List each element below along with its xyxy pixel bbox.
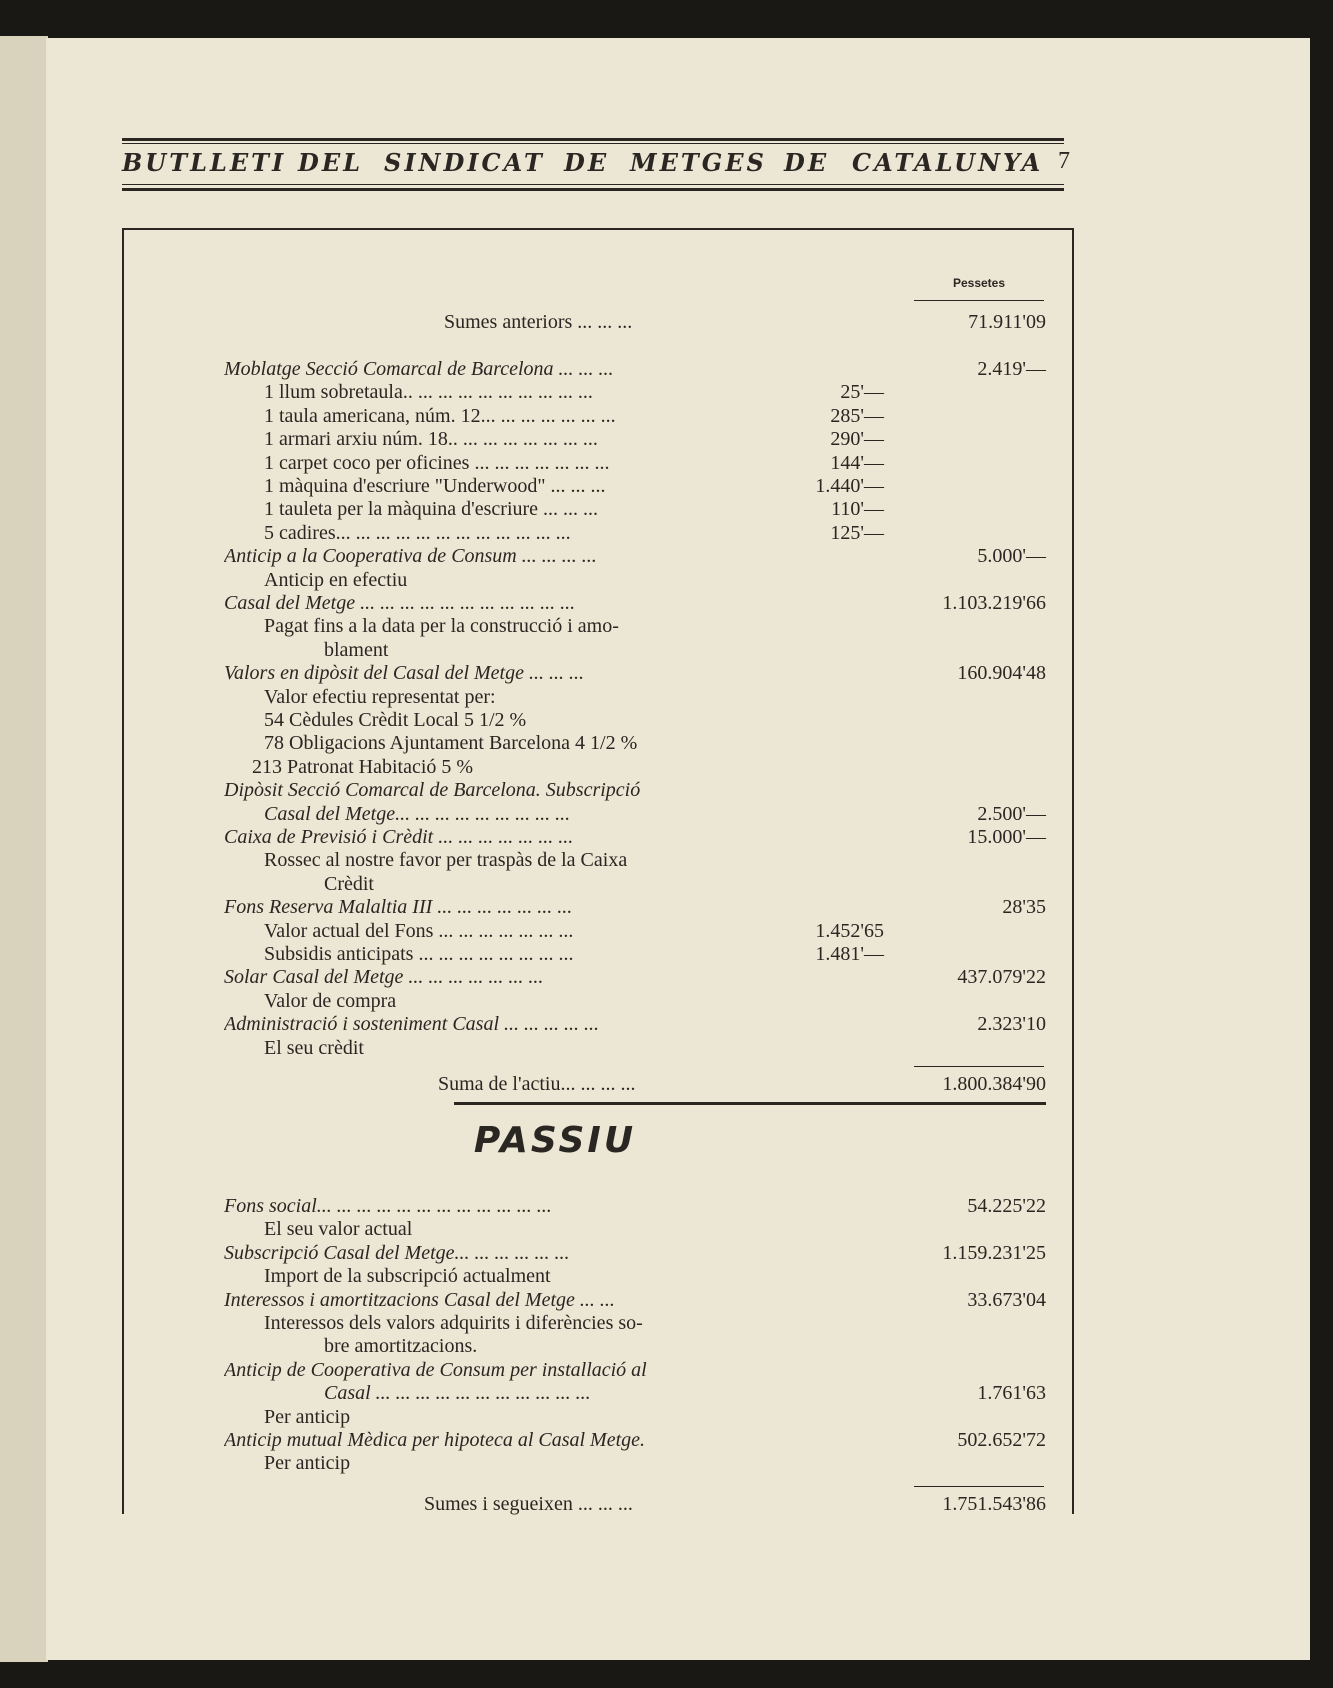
table-row: [124, 1036, 1072, 1060]
row-description: Casal del Metge ... ... ... ... ... ... ... ... ... ... ...: [224, 592, 576, 614]
table-row: [124, 919, 1072, 943]
row-detail-amount: 290'—: [830, 428, 884, 451]
row-description: Anticip mutual Mèdica per hipoteca al Casal Metge.: [224, 1429, 646, 1451]
table-row: [124, 755, 1072, 779]
header-rule-bottom: [122, 188, 1064, 191]
actiu-closing-rule: [454, 1102, 1046, 1105]
row-description: Anticip de Cooperativa de Consum per installació al: [224, 1358, 647, 1381]
row-description: Casal del Metge... ... ... ... ... ... ... ... ...: [264, 802, 571, 825]
row-description: 54 Cèdules Crèdit Local 5 1/2 %: [264, 709, 527, 731]
segueixen-rule: [914, 1486, 1044, 1487]
row-total-amount: 2.500'—: [977, 802, 1046, 825]
row-description: Dipòsit Secció Comarcal de Barcelona. Subscripció: [224, 779, 641, 802]
table-row: [124, 521, 1072, 545]
row-detail-amount: 25'—: [840, 381, 884, 404]
row-total-amount: 502.652'72: [957, 1429, 1046, 1451]
table-row: [124, 568, 1072, 592]
page-left-edge: [0, 36, 48, 1662]
table-row: [124, 661, 1072, 685]
row-description: 1 llum sobretaula.. ... ... ... ... ... ... ... ... ...: [264, 381, 593, 404]
table-row: [124, 802, 1072, 826]
table-row: [124, 544, 1072, 568]
row-description: El seu crèdit: [264, 1036, 364, 1059]
row-detail-amount: 1.440'—: [815, 475, 884, 497]
row-description: Interessos dels valors adquirits i diferències so-: [264, 1312, 643, 1334]
row-description: Administració i sosteniment Casal ... ... ... ... ...: [224, 1013, 599, 1036]
title-word: BUTLLETI: [122, 148, 287, 177]
total-rule: [914, 1066, 1044, 1067]
suma-actiu-value: 1.800.384'90: [942, 1073, 1046, 1095]
row-description: Valor actual del Fons ... ... ... ... ... ... ...: [264, 919, 574, 942]
table-row: [124, 638, 1072, 662]
table-row: [124, 825, 1072, 849]
row-description: El seu valor actual: [264, 1218, 413, 1241]
table-row: [124, 451, 1072, 475]
row-description: Pagat fins a la data per la construcció i amo-: [264, 615, 619, 638]
row-description: 1 màquina d'escriure "Underwood" ... ... ...: [264, 475, 606, 497]
table-row: [124, 1428, 1072, 1452]
table-row: [124, 895, 1072, 919]
title-word: METGES: [630, 148, 767, 177]
suma-actiu-label: Suma de l'actiu... ... ... ...: [438, 1073, 636, 1095]
table-row: [124, 614, 1072, 638]
table-row: [124, 1288, 1072, 1312]
table-row: [124, 848, 1072, 872]
row-description: Anticip en efectiu: [264, 568, 408, 591]
title-word: CATALUNYA: [852, 148, 1044, 177]
row-description: Anticip a la Cooperativa de Consum ... ... ... ...: [224, 545, 597, 568]
row-total-amount: 5.000'—: [977, 545, 1046, 568]
table-row: [124, 1381, 1072, 1405]
column-header-pessetes: Pessetes: [952, 276, 1006, 290]
table-row: [124, 404, 1072, 428]
row-description: Valors en dipòsit del Casal del Metge ... ... ...: [224, 662, 584, 685]
row-total-amount: 28'35: [1002, 896, 1046, 919]
header-rule-bottom-thin: [122, 184, 1064, 185]
row-detail-amount: 1.481'—: [815, 943, 884, 965]
row-description: Valor efectiu representat per:: [264, 685, 496, 708]
row-description: Subsidis anticipats ... ... ... ... ... ... ... ...: [264, 943, 574, 965]
row-description: 1 armari arxiu núm. 18.. ... ... ... ... ... ... ...: [264, 428, 598, 451]
table-row: [124, 989, 1072, 1013]
row-description: Per anticip: [264, 1452, 351, 1475]
sumes-anteriors-row: [124, 310, 1072, 334]
table-row: [124, 942, 1072, 966]
table-row: [124, 1451, 1072, 1475]
page-number: 7: [1058, 148, 1070, 174]
row-description: 213 Patronat Habitació 5 %: [252, 755, 474, 778]
table-row: [124, 357, 1072, 381]
table-row: [124, 474, 1072, 498]
row-detail-amount: 1.452'65: [815, 919, 884, 942]
row-total-amount: 1.103.219'66: [942, 592, 1046, 614]
row-total-amount: 1.761'63: [977, 1382, 1046, 1405]
row-description: Crèdit: [324, 872, 374, 895]
sumes-segueixen-value: 1.751.543'86: [942, 1493, 1046, 1515]
table-row: [124, 1194, 1072, 1218]
row-description: 1 carpet coco per oficines ... ... ... ... ... ... ...: [264, 451, 610, 474]
table-row: [124, 1217, 1072, 1241]
suma-actiu-row: [124, 1072, 1072, 1096]
table-row: [124, 731, 1072, 755]
row-total-amount: 54.225'22: [967, 1195, 1046, 1217]
row-total-amount: 15.000'—: [967, 826, 1046, 848]
row-total-amount: 160.904'48: [957, 662, 1046, 685]
row-description: Subscripció Casal del Metge... ... ... ... ... ...: [224, 1241, 570, 1264]
row-description: Fons social... ... ... ... ... ... ... ... ... ... ... ...: [224, 1195, 552, 1217]
row-description: 1 taula americana, núm. 12... ... ... ... ... ... ...: [264, 404, 616, 427]
title-word: SINDICAT: [384, 148, 545, 177]
title-word: DE: [564, 148, 610, 177]
row-detail-amount: 285'—: [830, 404, 884, 427]
row-description: 1 tauleta per la màquina d'escriure ... ... ...: [264, 498, 599, 521]
title-word: DE: [784, 148, 830, 177]
table-row: [124, 1241, 1072, 1265]
row-total-amount: 33.673'04: [967, 1288, 1046, 1311]
row-total-amount: 2.323'10: [977, 1013, 1046, 1036]
table-row: [124, 1311, 1072, 1335]
row-description: Fons Reserva Malaltia III ... ... ... ... ... ... ...: [224, 896, 573, 919]
table-row: [124, 1264, 1072, 1288]
balance-table: [122, 228, 1074, 1514]
table-row: [124, 1334, 1072, 1358]
row-description: 78 Obligacions Ajuntament Barcelona 4 1/2 %: [264, 732, 638, 755]
row-description: Per anticip: [264, 1405, 351, 1428]
row-description: Interessos i amortitzacions Casal del Metge ... ...: [224, 1288, 615, 1311]
row-description: Rossec al nostre favor per traspàs de la Caixa: [264, 849, 628, 872]
row-total-amount: 1.159.231'25: [942, 1241, 1046, 1264]
header-rule-top: [122, 138, 1064, 141]
table-row: [124, 872, 1072, 896]
table-row: [124, 965, 1072, 989]
row-description: Caixa de Previsió i Crèdit ... ... ... ... ... ... ...: [224, 826, 574, 848]
row-detail-amount: 144'—: [830, 451, 884, 474]
title-word: DEL: [298, 148, 363, 177]
page-header: [122, 100, 1070, 192]
sumes-segueixen-row: [124, 1492, 1072, 1516]
sumes-anteriors-label: Sumes anteriors ... ... ...: [444, 311, 633, 333]
row-detail-amount: 125'—: [830, 521, 884, 544]
table-row: [124, 591, 1072, 615]
table-row: [124, 427, 1072, 451]
journal-title: [122, 148, 1064, 184]
table-row: [124, 778, 1072, 802]
table-row: [124, 685, 1072, 709]
header-rule-top-thin: [122, 143, 1064, 144]
passiu-heading: PASSIU: [473, 1120, 637, 1161]
table-row: [124, 708, 1072, 732]
sumes-segueixen-label: Sumes i segueixen ... ... ...: [424, 1493, 633, 1515]
row-description: Moblatge Secció Comarcal de Barcelona ... ... ...: [224, 358, 614, 380]
row-total-amount: 2.419'—: [977, 358, 1046, 380]
column-header-rule: [914, 300, 1044, 301]
row-description: Casal ... ... ... ... ... ... ... ... ... ... ...: [324, 1382, 591, 1405]
row-description: 5 cadires... ... ... ... ... ... ... ... ... ... ... ...: [264, 521, 571, 544]
row-description: Solar Casal del Metge ... ... ... ... ... ... ...: [224, 966, 544, 989]
row-description: bre amortitzacions.: [324, 1335, 478, 1358]
row-description: blament: [324, 638, 389, 661]
sumes-anteriors-value: 71.911'09: [968, 311, 1046, 333]
table-row: [124, 1012, 1072, 1036]
table-row: [124, 497, 1072, 521]
row-total-amount: 437.079'22: [957, 966, 1046, 989]
row-description: Valor de compra: [264, 989, 397, 1012]
table-row: [124, 1358, 1072, 1382]
table-row: [124, 380, 1072, 404]
row-detail-amount: 110'—: [831, 498, 884, 521]
row-description: Import de la subscripció actualment: [264, 1265, 551, 1288]
table-row: [124, 1405, 1072, 1429]
